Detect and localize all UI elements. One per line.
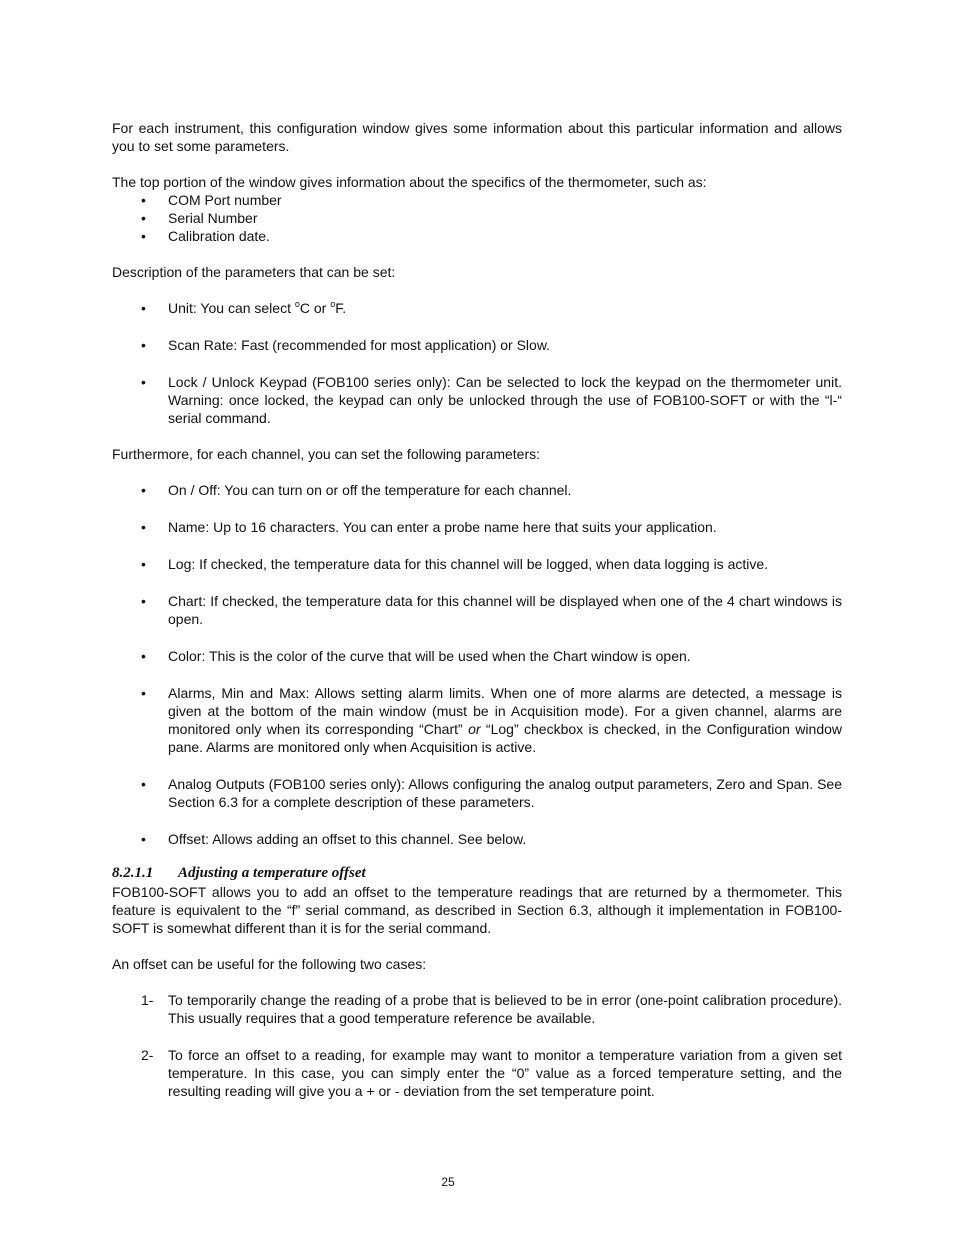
list-item: • Alarms, Min and Max: Allows setting alarm limits. When one of more alarms are detected, a message is given at the bottom of the main window (must be in Acquisition mode). For a given channel, alarms are monitored only when its corresponding “Chart” or “Log” checkbox is checked, in the Configuration window pane. Alarms are monitored only when Acquisition is active. <box>141 685 842 755</box>
list-item: 1- To temporarily change the reading of a probe that is believed to be in error (one-point calibration procedure). This usually requires that a good temperature reference be available. <box>141 992 842 1026</box>
list-item: • On / Off: You can turn on or off the temperature for each channel. <box>141 482 572 498</box>
offset-paragraph: FOB100-SOFT allows you to add an offset to the temperature readings that are returned by a thermometer. This feature is equivalent to the “f” serial command, as described in Section 6.3, although it implementation in FOB100-SOFT is somewhat different than it is for the serial command. <box>112 884 842 936</box>
bullet-icon: • <box>141 337 146 353</box>
bullet-icon: • <box>141 192 146 208</box>
bullet-icon: • <box>141 228 146 244</box>
section-number: 8.2.1.1 <box>112 865 154 881</box>
bullet-icon: • <box>141 300 146 316</box>
bullet-icon: • <box>141 776 146 792</box>
section-title: Adjusting a temperature offset <box>178 865 366 881</box>
cases-list <box>112 991 842 1100</box>
list-item: • Chart: If checked, the temperature data for this channel will be displayed when one of the 4 chart windows is open. <box>141 593 842 627</box>
bullet-icon: • <box>141 519 146 535</box>
bullet-icon: • <box>141 482 146 498</box>
channel-params-list <box>112 481 842 848</box>
bullet-icon: • <box>141 556 146 572</box>
list-item: • Name: Up to 16 characters. You can enter a probe name here that suits your application. <box>141 519 717 535</box>
list-item: • Serial Number <box>141 210 258 226</box>
channel-intro: Furthermore, for each channel, you can set the following parameters: <box>112 446 540 462</box>
list-item: • Analog Outputs (FOB100 series only): Allows configuring the analog output parameters, Zero and Span. See Section 6.3 for a complete description of these parameters. <box>141 776 842 810</box>
bullet-icon: • <box>141 593 146 609</box>
list-item: • Color: This is the color of the curve that will be used when the Chart window is open. <box>141 648 691 664</box>
intro-paragraph: For each instrument, this configuration window gives some information about this particular information and allows you to set some parameters. <box>112 120 842 154</box>
thermometer-info-list <box>112 191 842 245</box>
bullet-icon: • <box>141 374 146 390</box>
list-item: • Lock / Unlock Keypad (FOB100 series only): Can be selected to lock the keypad on the thermometer unit. Warning: once locked, the keypad can only be unlocked through the use of FOB100-SOFT or with the “l-“ serial command. <box>141 374 842 426</box>
params-intro: Description of the parameters that can be set: <box>112 264 396 280</box>
list-item: • Log: If checked, the temperature data for this channel will be logged, when data logging is active. <box>141 556 769 572</box>
list-item: • COM Port number <box>141 192 282 208</box>
list-item: 2- To force an offset to a reading, for example may want to monitor a temperature variation from a given set temperature. In this case, you can simply enter the “0” value as a forced temperature setting, and the resulting reading will give you a + or - deviation from the set temperature point. <box>141 1047 842 1099</box>
section-heading <box>112 864 842 883</box>
params-list <box>112 299 842 427</box>
cases-intro: An offset can be useful for the following two cases: <box>112 956 427 972</box>
bullet-icon: • <box>141 685 146 701</box>
top-portion-paragraph: The top portion of the window gives information about the specifics of the thermometer, such as: <box>112 174 707 190</box>
list-item: • Calibration date. <box>141 228 270 244</box>
list-item: • Unit: You can select $^o$C or $^o$F. <box>141 299 347 316</box>
list-item: • Offset: Allows adding an offset to this channel. See below. <box>141 831 527 847</box>
bullet-icon: • <box>141 210 146 226</box>
list-item: • Scan Rate: Fast (recommended for most application) or Slow. <box>141 337 551 353</box>
bullet-icon: • <box>141 648 146 664</box>
item-number: 2- <box>141 1047 154 1063</box>
item-number: 1- <box>141 992 154 1008</box>
page-number: 25 <box>441 1175 455 1189</box>
document-page <box>112 119 842 1100</box>
bullet-icon: • <box>141 831 146 847</box>
